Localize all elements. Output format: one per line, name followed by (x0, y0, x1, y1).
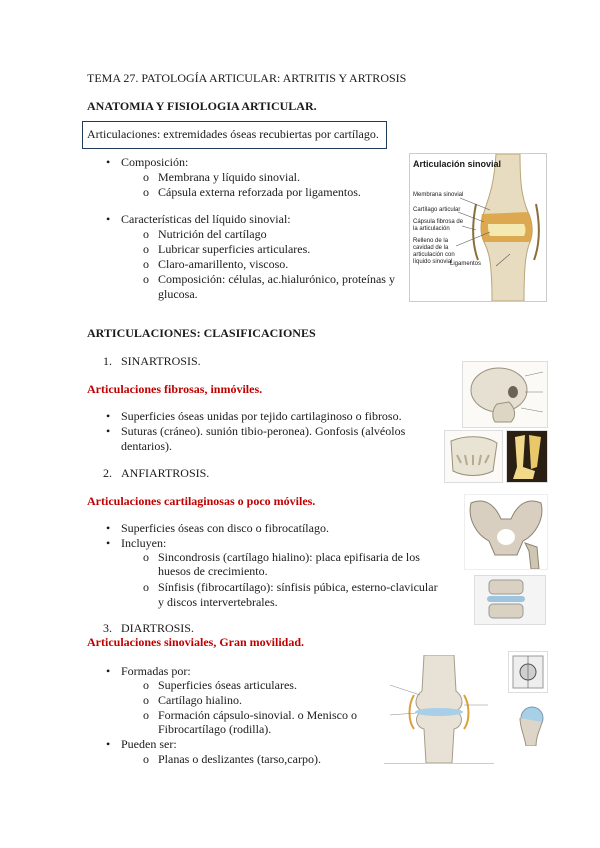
item-anfiartrosis: ANFIARTROSIS. (121, 466, 210, 480)
bullet-dot: • (106, 424, 111, 438)
bullet-item: Superficies óseas con disco o fibrocatílago. (121, 521, 329, 535)
sub-item: Superficies óseas articulares. (158, 678, 297, 692)
bullet-dot: • (106, 212, 111, 226)
figure-label: Membrana sinovial (413, 192, 464, 198)
sub-item: Planas o deslizantes (tarso,carpo). (158, 752, 321, 766)
subtitle-sinoviales: Articulaciones sinoviales, Gran movilidad. (87, 635, 305, 649)
page-title: TEMA 27. PATOLOGÍA ARTICULAR: ARTRITIS Y ARTROSIS (87, 71, 407, 85)
bullet-item-continuation: dentarios). (121, 439, 172, 453)
bullet-dot: • (106, 155, 111, 169)
figure-title: Articulación sinovial (413, 159, 502, 169)
bullet-composition: Composición: (121, 155, 189, 169)
sub-bullet: o (143, 185, 149, 199)
sub-item-continuation: y discos intervertebrales. (158, 595, 278, 609)
jaw-teeth-figure (444, 430, 503, 483)
sub-item-continuation: glucosa. (158, 287, 198, 301)
synovial-joint-figure (409, 153, 547, 302)
bullet-dot: • (106, 536, 111, 550)
section-heading-classification: ARTICULACIONES: CLASIFICACIONES (87, 326, 316, 340)
sub-item: Claro-amarillento, viscoso. (158, 257, 289, 271)
figure-label: cavidad de la (413, 245, 449, 251)
figure-labels (413, 192, 463, 266)
shoulder-joint-figure (512, 700, 546, 746)
tibiofibular-figure (506, 430, 548, 483)
figure-label: la articulación (413, 226, 450, 232)
sub-bullet: o (143, 752, 149, 766)
figure-label: Cartílago articular (413, 207, 461, 213)
sub-bullet: o (143, 708, 149, 722)
figure-label: Cápsula fibrosa de (413, 219, 464, 225)
bullet-dot: • (106, 664, 111, 678)
sub-bullet: o (143, 272, 149, 286)
sub-item: Cápsula externa reforzada por ligamentos. (158, 185, 361, 199)
item-sinartrosis: SINARTROSIS. (121, 354, 201, 368)
item-number: 1. (103, 354, 112, 368)
sub-item: Membrana y líquido sinovial. (158, 170, 300, 184)
figure-label: articulación con (413, 252, 455, 258)
bullet-dot: • (106, 521, 111, 535)
sub-item: Lubricar superficies articulares. (158, 242, 311, 256)
sub-bullet: o (143, 242, 149, 256)
item-number: 3. (103, 621, 112, 635)
definition-text: Articulaciones: extremidades óseas recubiertas por cartílago. (87, 127, 379, 141)
sub-bullet: o (143, 257, 149, 271)
sub-item: Sínfisis (fibrocartílago): sínfisis púbica, esterno-clavicular (158, 580, 438, 594)
section-heading-anatomy: ANATOMIA Y FISIOLOGIA ARTICULAR. (87, 99, 317, 113)
bullet-dot: • (106, 409, 111, 423)
bullet-item: Superficies óseas unidas por tejido cartilaginoso o fibroso. (121, 409, 402, 423)
joint-diagram-figure (508, 651, 548, 693)
sub-item: Nutrición del cartílago (158, 227, 267, 241)
figure-label-ligaments: Ligamentos (450, 261, 482, 267)
sub-item: Composición: células, ac.hialurónico, proteínas y (158, 272, 395, 286)
sub-bullet: o (143, 227, 149, 241)
sub-bullet: o (143, 550, 149, 564)
bullet-item: Incluyen: (121, 536, 167, 550)
sub-item-continuation: Fibrocartílago (rodilla). (158, 722, 272, 736)
pelvis-figure (464, 494, 548, 570)
synovial-knee-figure (384, 655, 494, 764)
bullet-item: Formadas por: (121, 664, 191, 678)
item-diartrosis: DIARTROSIS. (121, 621, 194, 635)
subtitle-fibrosas: Articulaciones fibrosas, inmóviles. (87, 382, 263, 396)
figure-label: Relleno de la (413, 238, 449, 244)
sub-item-continuation: huesos de crecimiento. (158, 564, 268, 578)
sub-item: Cartílago hialino. (158, 693, 242, 707)
subtitle-cartilaginosas: Articulaciones cartilaginosas o poco móviles. (87, 494, 316, 508)
sub-bullet: o (143, 580, 149, 594)
intervertebral-disc-figure (474, 575, 546, 625)
bullet-dot: • (106, 737, 111, 751)
sub-item: Sincondrosis (cartílago hialino): placa epifisaria de los (158, 550, 420, 564)
skull-figure (462, 361, 548, 428)
bullet-item: Suturas (cráneo). sunión tibio-peronea). Gonfosis (alvéolos (121, 424, 406, 438)
bullet-synovial-fluid: Características del líquido sinovial: (121, 212, 291, 226)
sub-bullet: o (143, 170, 149, 184)
sub-item: Formación cápsulo-sinovial. o Menisco o (158, 708, 357, 722)
sub-bullet: o (143, 678, 149, 692)
sub-bullet: o (143, 693, 149, 707)
figure-label: líquido sinovial (413, 259, 453, 265)
bullet-item: Pueden ser: (121, 737, 177, 751)
item-number: 2. (103, 466, 112, 480)
